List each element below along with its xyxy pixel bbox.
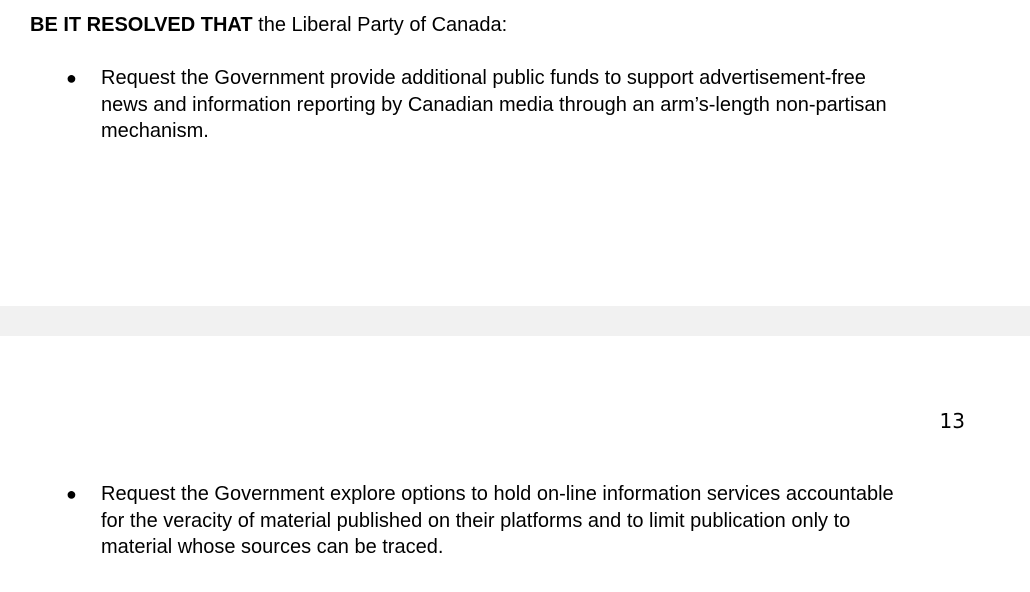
bullet-icon: ● — [66, 68, 77, 88]
bullet-text — [101, 65, 971, 145]
bullet-icon: ● — [66, 484, 77, 504]
bullet-text — [101, 481, 971, 561]
resolution-subject: the Liberal Party of Canada: — [252, 14, 508, 36]
bullet-line: news and information reporting by Canadian media through an arm’s-length non-partisan — [101, 93, 887, 116]
bullet-line: Request the Government provide additional public funds to support advertisement-free — [101, 67, 866, 89]
bullet-line: for the veracity of material published on their platforms and to limit publication only to — [101, 509, 851, 532]
resolution-heading — [30, 12, 507, 38]
page-number: 13 — [939, 409, 965, 433]
bullet-line: mechanism. — [101, 120, 209, 142]
bullet-line: material whose sources can be traced. — [101, 536, 444, 558]
document-page-lower — [0, 336, 1030, 592]
resolution-lead: BE IT RESOLVED THAT — [30, 14, 253, 36]
bullet-line: Request the Government explore options to hold on-line information services accountable — [101, 483, 894, 505]
page-separator — [0, 306, 1030, 336]
